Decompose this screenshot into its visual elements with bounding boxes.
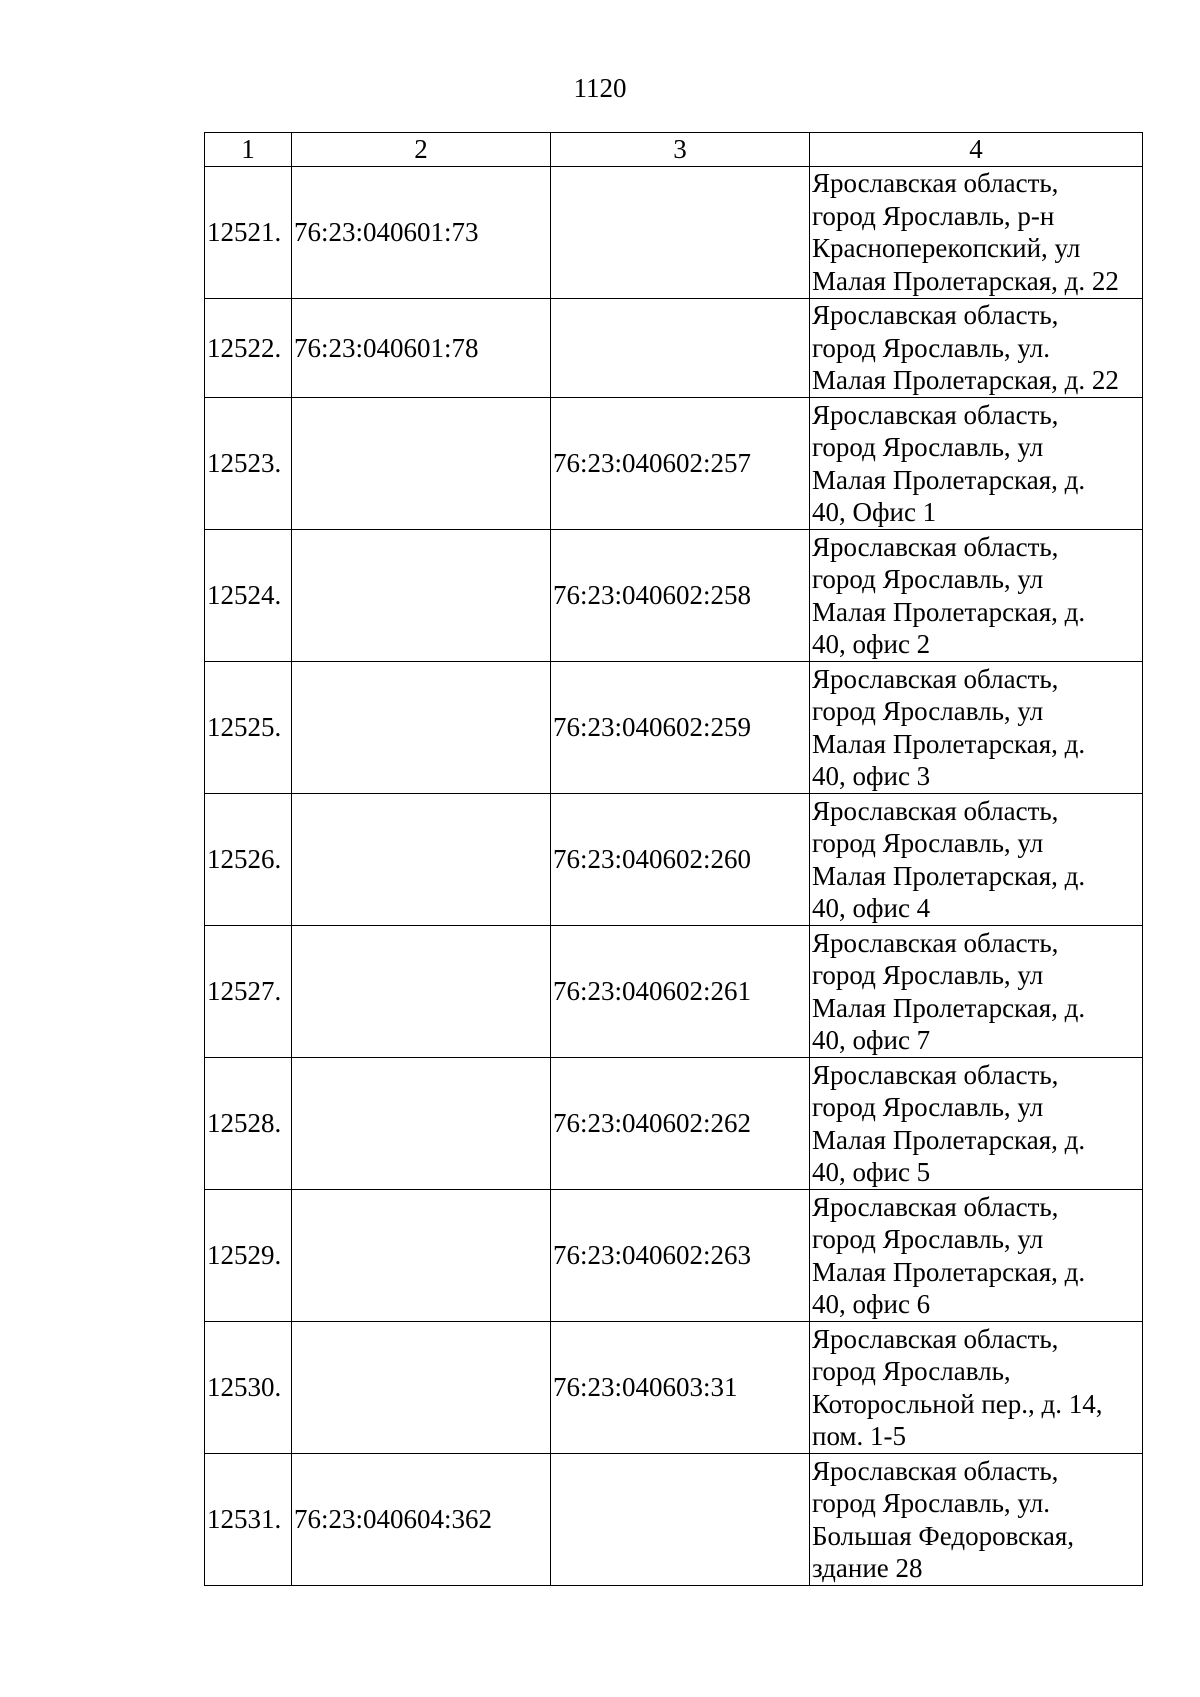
row-number: 12521.	[205, 166, 292, 298]
column-header: 3	[551, 133, 810, 167]
address-line: Ярославская область,	[812, 927, 1059, 958]
address-line: город Ярославль, р-н	[812, 200, 1055, 231]
table-row	[205, 166, 1143, 298]
address-line: город Ярославль, ул	[812, 960, 1044, 990]
registry-table	[204, 132, 1143, 1586]
table-row	[205, 1454, 1143, 1586]
address-line: Малая Пролетарская, д.	[812, 1256, 1086, 1287]
address-cell	[810, 926, 1143, 1058]
address-line: Ярославская область,	[812, 300, 1059, 330]
table-row	[205, 530, 1143, 662]
cadastral-number-col2: 76:23:040601:78	[292, 298, 551, 398]
cadastral-number-col3: 76:23:040602:259	[551, 662, 810, 794]
table-header-row	[205, 133, 1143, 167]
address-line: 40, Офис 1	[812, 497, 937, 527]
address-line: Которосльной пер., д. 14,	[812, 1388, 1103, 1419]
address-line: Ярославская область,	[812, 1059, 1059, 1090]
address-cell	[810, 1454, 1143, 1586]
cadastral-number-col2	[292, 794, 551, 926]
cadastral-number-col2: 76:23:040601:73	[292, 166, 551, 298]
cadastral-number-col2	[292, 530, 551, 662]
table-row	[205, 298, 1143, 398]
column-header: 2	[292, 133, 551, 167]
row-number: 12526.	[205, 794, 292, 926]
address-line: Малая Пролетарская, д.	[812, 728, 1086, 759]
cadastral-number-col3: 76:23:040602:262	[551, 1058, 810, 1190]
cadastral-number-col3: 76:23:040602:263	[551, 1190, 810, 1322]
row-number: 12529.	[205, 1190, 292, 1322]
row-number: 12530.	[205, 1322, 292, 1454]
address-line: Ярославская область,	[812, 663, 1059, 694]
row-number: 12531.	[205, 1454, 292, 1586]
address-line: Малая Пролетарская, д. 22	[812, 265, 1119, 296]
cadastral-number-col2	[292, 926, 551, 1058]
row-number: 12525.	[205, 662, 292, 794]
address-line: город Ярославль, ул	[812, 1224, 1044, 1254]
cadastral-number-col2	[292, 398, 551, 530]
column-header: 4	[810, 133, 1143, 167]
address-line: Ярославская область,	[812, 1323, 1059, 1354]
address-line: Ярославская область,	[812, 168, 1059, 198]
address-line: Ярославская область,	[812, 531, 1059, 562]
row-number: 12528.	[205, 1058, 292, 1190]
address-line: город Ярославль,	[812, 1356, 1011, 1386]
address-cell	[810, 166, 1143, 298]
address-cell	[810, 1058, 1143, 1190]
cadastral-number-col3	[551, 298, 810, 398]
address-line: город Ярославль, ул	[812, 432, 1044, 462]
address-cell	[810, 1190, 1143, 1322]
address-line: Ярославская область,	[812, 1455, 1059, 1486]
address-line: Малая Пролетарская, д.	[812, 860, 1086, 891]
column-header: 1	[205, 133, 292, 167]
address-cell	[810, 298, 1143, 398]
address-line: 40, офис 4	[812, 893, 931, 923]
cadastral-number-col2	[292, 1190, 551, 1322]
address-line: Малая Пролетарская, д.	[812, 596, 1086, 627]
table-row	[205, 1190, 1143, 1322]
address-line: Ярославская область,	[812, 1191, 1059, 1222]
table-row	[205, 398, 1143, 530]
address-cell	[810, 398, 1143, 530]
address-line: 40, офис 2	[812, 629, 931, 659]
address-line: город Ярославль, ул	[812, 1092, 1044, 1122]
address-line: город Ярославль, ул.	[812, 1488, 1050, 1518]
address-line: здание 28	[812, 1553, 923, 1583]
table-row	[205, 1058, 1143, 1190]
row-number: 12527.	[205, 926, 292, 1058]
address-line: 40, офис 6	[812, 1289, 931, 1319]
row-number: 12523.	[205, 398, 292, 530]
address-line: Малая Пролетарская, д.	[812, 992, 1086, 1023]
cadastral-number-col3: 76:23:040603:31	[551, 1322, 810, 1454]
row-number: 12524.	[205, 530, 292, 662]
cadastral-number-col2	[292, 1058, 551, 1190]
table-row	[205, 662, 1143, 794]
address-line: Ярославская область,	[812, 795, 1059, 826]
cadastral-number-col3	[551, 166, 810, 298]
address-line: 40, офис 3	[812, 761, 931, 791]
address-cell	[810, 530, 1143, 662]
cadastral-number-col3: 76:23:040602:258	[551, 530, 810, 662]
address-line: Ярославская область,	[812, 399, 1059, 430]
table-row	[205, 926, 1143, 1058]
cadastral-number-col3: 76:23:040602:257	[551, 398, 810, 530]
cadastral-number-col3	[551, 1454, 810, 1586]
table-row	[205, 1322, 1143, 1454]
address-line: Малая Пролетарская, д. 22	[812, 365, 1119, 395]
address-cell	[810, 662, 1143, 794]
cadastral-number-col3: 76:23:040602:261	[551, 926, 810, 1058]
table-body	[205, 166, 1143, 1586]
table-row	[205, 794, 1143, 926]
page-number: 1120	[573, 73, 627, 103]
address-line: 40, офис 5	[812, 1157, 931, 1187]
cadastral-number-col3: 76:23:040602:260	[551, 794, 810, 926]
address-line: город Ярославль, ул	[812, 564, 1044, 594]
address-cell	[810, 794, 1143, 926]
address-line: пом. 1-5	[812, 1421, 907, 1451]
address-line: Красноперекопский, ул	[812, 233, 1081, 263]
cadastral-number-col2	[292, 662, 551, 794]
address-line: город Ярославль, ул	[812, 696, 1044, 726]
address-line: 40, офис 7	[812, 1025, 931, 1055]
address-line: Большая Федоровская,	[812, 1520, 1075, 1551]
address-line: город Ярославль, ул.	[812, 332, 1050, 363]
address-line: Малая Пролетарская, д.	[812, 464, 1086, 495]
address-line: Малая Пролетарская, д.	[812, 1124, 1086, 1155]
address-line: город Ярославль, ул	[812, 828, 1044, 858]
address-cell	[810, 1322, 1143, 1454]
cadastral-number-col2: 76:23:040604:362	[292, 1454, 551, 1586]
row-number: 12522.	[205, 298, 292, 398]
cadastral-number-col2	[292, 1322, 551, 1454]
